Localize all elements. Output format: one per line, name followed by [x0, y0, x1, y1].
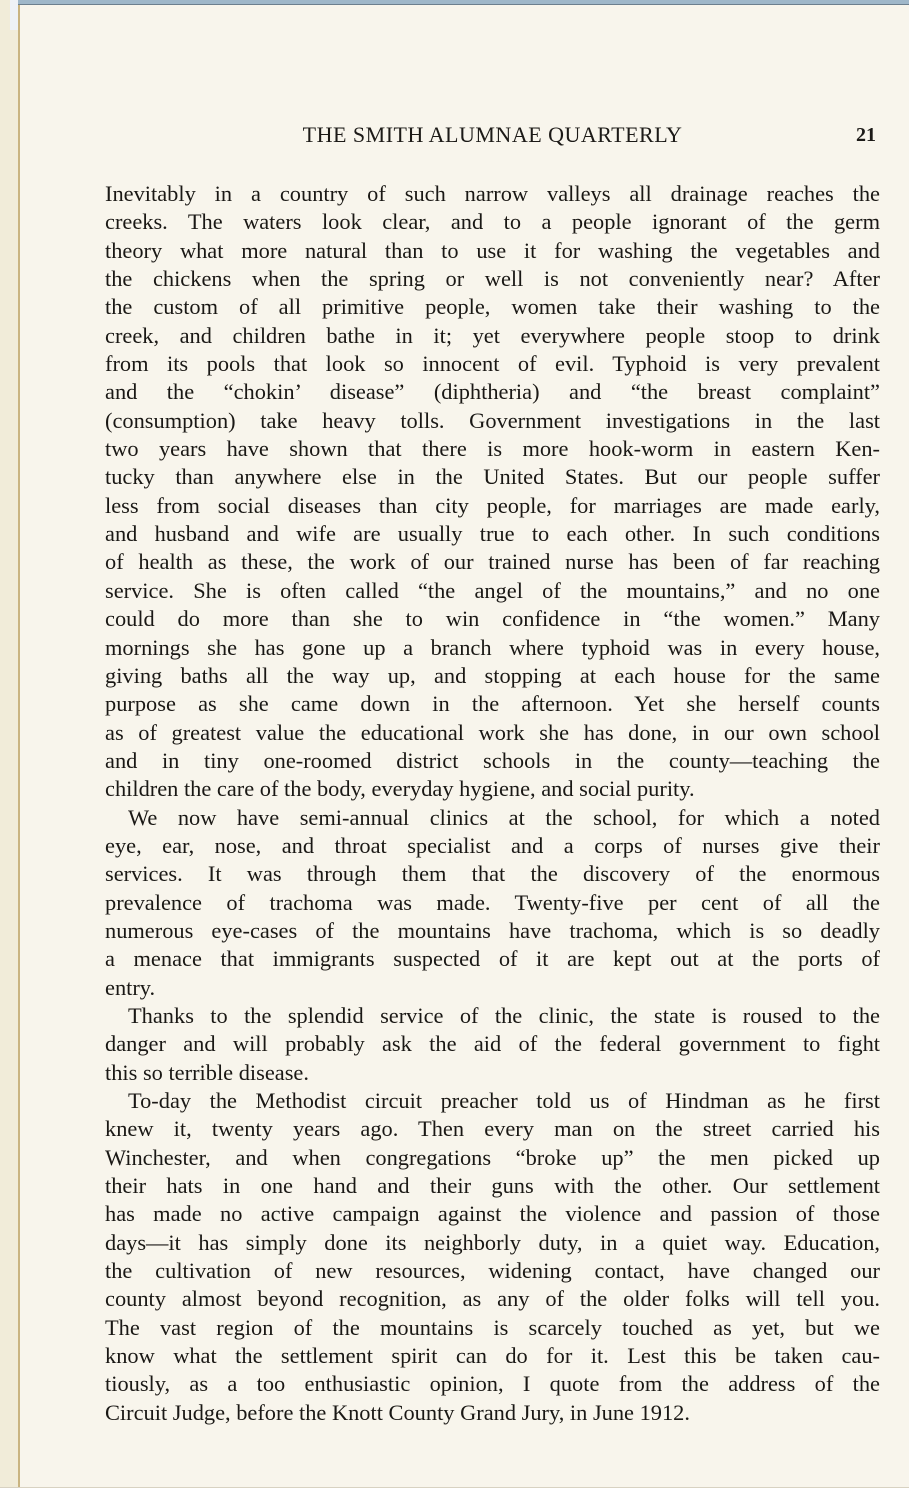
running-title: THE SMITH ALUMNAE QUARTERLY [302, 122, 683, 147]
top-page-edge [18, 0, 909, 5]
text-line: We now have semi-annual clinics at the school, for which a noted [128, 804, 880, 830]
text-line: purpose as she came down in the afternoon. Yet she herself counts [105, 691, 880, 717]
text-line: and the “chokin’ disease” (diphtheria) and “the breast complaint” [105, 379, 880, 405]
text-line: creeks. The waters look clear, and to a people ignorant of the germ [105, 209, 880, 235]
bottom-page-edge [0, 1487, 909, 1500]
text-line: knew it, twenty years ago. Then every man on the street carried his [105, 1116, 880, 1142]
text-line: less from social diseases than city people, for marriages are made early, [105, 492, 880, 518]
text-line: prevalence of trachoma was made. Twenty-five per cent of all the [105, 889, 880, 915]
text-line: and husband and wife are usually true to each other. In such conditions [105, 521, 880, 547]
paragraph-2 [105, 804, 880, 1002]
text-line: danger and will probably ask the aid of the federal government to fight [105, 1031, 880, 1057]
text-line: numerous eye-cases of the mountains have trachoma, which is so deadly [105, 917, 880, 943]
text-line: service. She is often called “the angel of the mountains,” and no one [105, 577, 880, 603]
text-line: services. It was through them that the discovery of the enormous [105, 861, 880, 887]
body-text [105, 180, 880, 1427]
text-line: their hats in one hand and their guns with the other. Our settlement [105, 1173, 880, 1199]
text-line: tiously, as a too enthusiastic opinion, I quote from the address of the [105, 1371, 880, 1397]
text-line: theory what more natural than to use it for washing the vegetables and [105, 237, 880, 263]
paragraph-4 [105, 1087, 880, 1427]
text-line: this so terrible disease. [105, 1059, 309, 1085]
text-line: To-day the Methodist circuit preacher told us of Hindman as he first [128, 1088, 880, 1113]
text-line: Thanks to the splendid service of the clinic, the state is roused to the [128, 1002, 880, 1028]
text-line: The vast region of the mountains is scarcely touched as yet, but we [105, 1314, 880, 1340]
text-line: entry. [105, 974, 156, 1000]
text-line: and in tiny one-roomed district schools in the county—teaching the [105, 747, 880, 773]
paragraph-3 [105, 1002, 880, 1087]
text-line: Winchester, and when congregations “broke up” the men picked up [105, 1144, 880, 1170]
text-line: of health as these, the work of our trained nurse has been of far reaching [105, 549, 880, 575]
binding-edge [0, 0, 20, 1500]
text-line: children the care of the body, everyday hygiene, and social purity. [105, 776, 695, 802]
text-line: the chickens when the spring or well is not conveniently near? After [105, 266, 880, 292]
page-number: 21 [856, 124, 876, 146]
binding-notch [10, 0, 18, 30]
text-line: as of greatest value the educational work she has done, in our own school [105, 719, 880, 745]
text-line: the custom of all primitive people, women take their washing to the [105, 294, 880, 320]
text-line: tucky than anywhere else in the United States. But our people suffer [105, 464, 880, 490]
running-head [105, 122, 880, 152]
text-line: Inevitably in a country of such narrow valleys all drainage reaches the [105, 181, 880, 206]
text-line: has made no active campaign against the violence and passion of those [105, 1201, 880, 1227]
text-line: eye, ear, nose, and throat specialist and a corps of nurses give their [105, 832, 880, 858]
text-line: (consumption) take heavy tolls. Government investigations in the last [105, 407, 880, 433]
text-line: giving baths all the way up, and stopping at each house for the same [105, 662, 880, 688]
paragraph-1 [105, 180, 880, 804]
text-line: a menace that immigrants suspected of it are kept out at the ports of [105, 946, 880, 972]
text-line: the cultivation of new resources, widening contact, have changed our [105, 1258, 880, 1284]
text-line: county almost beyond recognition, as any of the older folks will tell you. [105, 1286, 880, 1312]
text-line: know what the settlement spirit can do for it. Lest this be taken cau- [105, 1343, 880, 1369]
text-line: could do more than she to win confidence in “the women.” Many [105, 606, 880, 632]
text-line: days—it has simply done its neighborly duty, in a quiet way. Education, [105, 1229, 880, 1255]
text-line: creek, and children bathe in it; yet everywhere people stoop to drink [105, 322, 880, 348]
text-line: two years have shown that there is more hook-worm in eastern Ken- [105, 436, 880, 462]
text-line: from its pools that look so innocent of evil. Typhoid is very prevalent [105, 351, 880, 377]
text-line: mornings she has gone up a branch where typhoid was in every house, [105, 634, 880, 660]
text-line: Circuit Judge, before the Knott County Grand Jury, in June 1912. [105, 1399, 690, 1425]
